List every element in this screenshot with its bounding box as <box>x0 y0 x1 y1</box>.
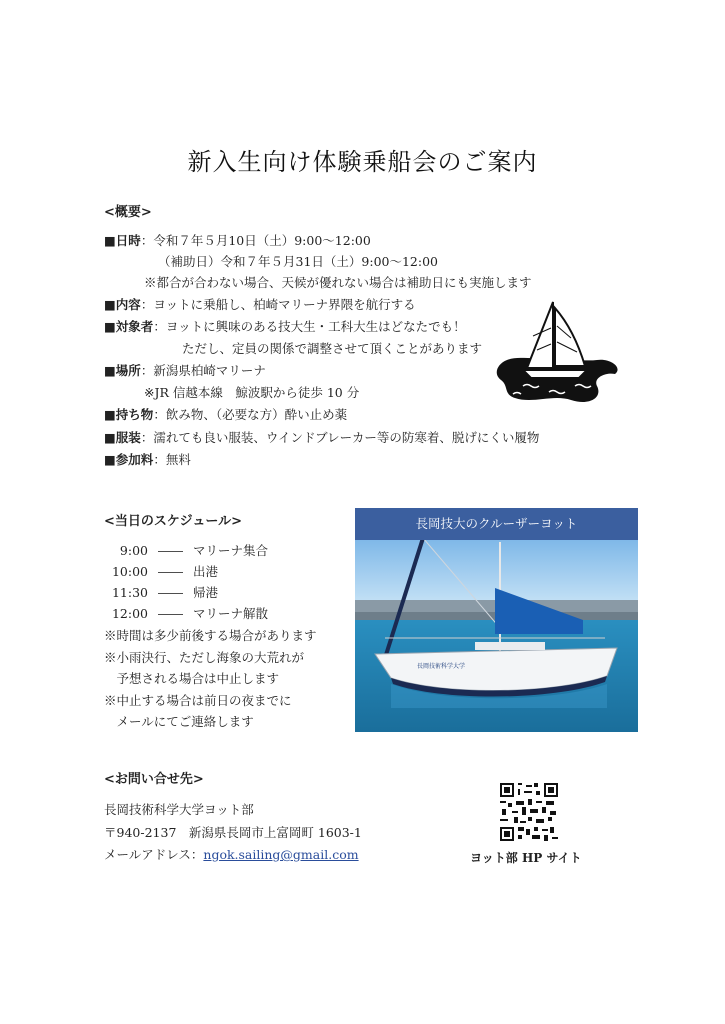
schedule-note: ※小雨決行、ただし海象の大荒れが <box>104 650 305 665</box>
clothing-label: ■服装 <box>104 430 141 445</box>
contact-heading: <お問い合せ先> <box>104 772 204 787</box>
contact-address: 〒940-2137 新潟県長岡市上富岡町 1603-1 <box>104 825 362 840</box>
fee-label: ■参加料 <box>104 452 154 467</box>
place-value: ：新潟県柏崎マリーナ <box>140 363 266 378</box>
yacht-hull-text: 長岡技術科学大学 <box>417 663 466 670</box>
page-title: 新入生向け体験乗船会のご案内 <box>187 148 538 176</box>
backup-note: ※都合が合わない場合、天候が優れない場合は補助日にも実施します <box>144 275 532 290</box>
date-label: ■日時 <box>104 233 141 248</box>
belongings-label: ■持ち物 <box>104 407 154 422</box>
fee-value: ：無料 <box>153 452 191 467</box>
schedule-note: ※中止する場合は前日の夜までに <box>104 693 292 708</box>
qr-code-icon[interactable] <box>500 783 558 841</box>
clothing-value: ：濡れても良い服装、ウインドブレーカー等の防寒着、脱げにくい履物 <box>140 430 540 445</box>
photo-caption: 長岡技大のクルーザーヨット <box>355 508 638 540</box>
place-row <box>104 361 266 381</box>
backup-date: （補助日）令和７年５月31日（土）9:00～12:00 <box>158 254 438 269</box>
place-label: ■場所 <box>104 363 141 378</box>
schedule-item <box>108 562 218 582</box>
schedule-event: マリーナ解散 <box>192 606 268 621</box>
clothing-row <box>104 428 539 448</box>
content-row <box>104 295 416 315</box>
contact-org: 長岡技術科学大学ヨット部 <box>104 802 254 817</box>
target-row <box>104 317 466 337</box>
schedule-note: メールにてご連絡します <box>104 714 254 729</box>
schedule-dash: ―― <box>157 543 183 558</box>
schedule-item <box>108 541 268 561</box>
fee-row <box>104 450 191 470</box>
yacht-photo <box>355 508 638 732</box>
schedule-item <box>108 604 268 624</box>
schedule-dash: ―― <box>157 564 183 579</box>
target-label: ■対象者 <box>104 319 154 334</box>
email-link[interactable]: ngok.sailing@gmail.com <box>203 847 359 862</box>
content-label: ■内容 <box>104 297 141 312</box>
schedule-dash: ―― <box>157 606 183 621</box>
schedule-item <box>108 583 218 603</box>
overview-heading: <概要> <box>104 205 152 220</box>
schedule-time: 10:00 <box>111 564 148 579</box>
schedule-time: 9:00 <box>119 543 148 558</box>
email-label: メールアドレス： <box>104 847 204 862</box>
belongings-row <box>104 405 347 425</box>
target-value: ：ヨットに興味のある技大生・工科大生はどなたでも！ <box>153 319 466 334</box>
qr-label: ヨット部 HP サイト <box>470 851 582 865</box>
schedule-event: 出港 <box>192 564 218 579</box>
date-value: ：令和７年５月10日（土）9:00～12:00 <box>140 233 371 248</box>
schedule-heading: <当日のスケジュール> <box>104 514 243 529</box>
schedule-note: ※時間は多少前後する場合があります <box>104 628 317 643</box>
date-row <box>104 231 371 251</box>
access-note: ※JR 信越本線 鯨波駅から徒歩 10 分 <box>144 385 360 400</box>
contact-email-row <box>104 845 359 865</box>
schedule-note: 予想される場合は中止します <box>104 671 280 686</box>
target-note: ただし、定員の関係で調整させて頂くことがあります <box>182 341 483 356</box>
content-value: ：ヨットに乗船し、柏崎マリーナ界隈を航行する <box>140 297 416 312</box>
schedule-time: 11:30 <box>111 585 148 600</box>
belongings-value: ：飲み物、（必要な方）酔い止め薬 <box>153 407 348 422</box>
schedule-time: 12:00 <box>111 606 148 621</box>
yacht-photo-image <box>355 508 638 732</box>
sailboat-illustration-icon <box>493 298 623 410</box>
schedule-event: マリーナ集合 <box>192 543 268 558</box>
schedule-event: 帰港 <box>192 585 218 600</box>
schedule-dash: ―― <box>157 585 183 600</box>
